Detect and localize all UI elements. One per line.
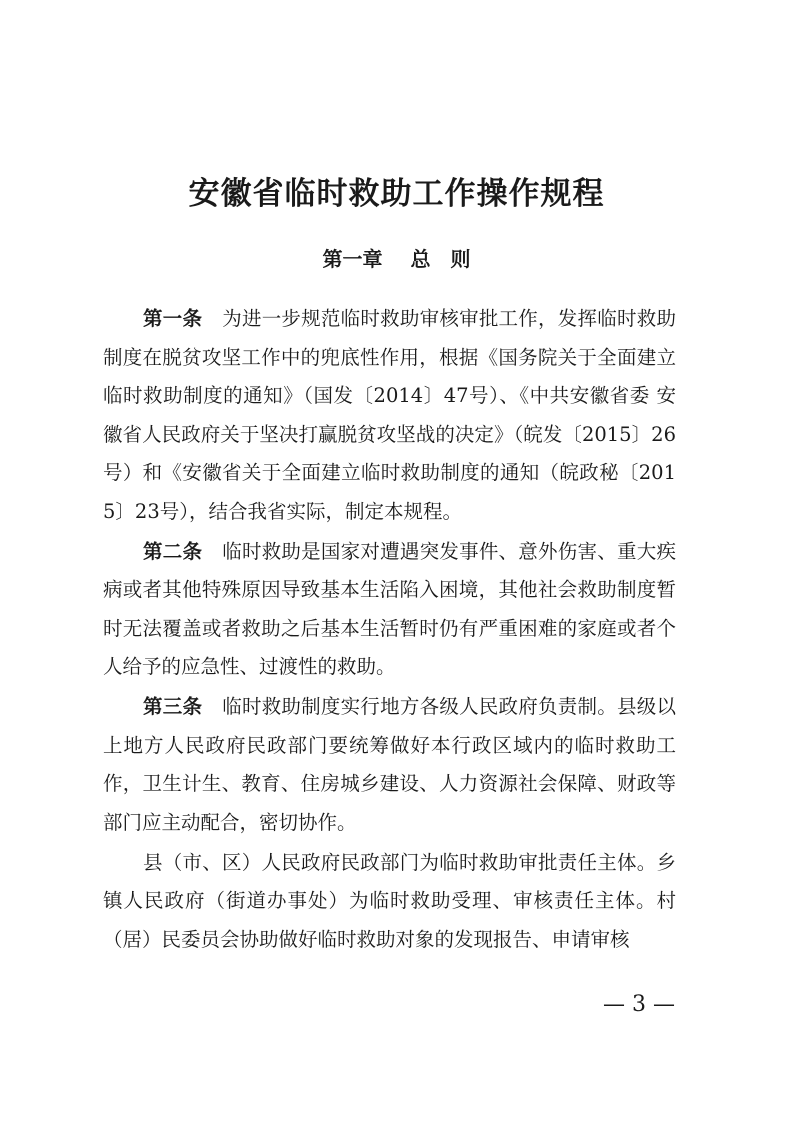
article-text: 为进一步规范临时救助审核审批工作，发挥临时救助制度在脱贫攻坚工作中的兜底性作用，根据《国务院关于全面建立临时救助制度的通知》（国发〔2014〕47号）、《中共安徽省委 安徽省人民政府关于坚决打赢脱贫攻坚战的决定》（皖发〔2015〕26号）和《安徽省关于全面建立临时救助制度的通知（皖政秘〔2015〕23号），结合我省实际，制定本规程。 [103,307,676,523]
article-1 [103,300,676,531]
document-body [103,300,676,959]
chapter-heading [0,243,793,272]
paragraph-text: 县（市、区）人民政府民政部门为临时救助审批责任主体。乡镇人民政府（街道办事处）为临时救助受理、审核责任主体。村（居）民委员会协助做好临时救助对象的发现报告、申请审核 [103,850,676,951]
document-title: 安徽省临时救助工作操作规程 [188,176,605,212]
article-text: 临时救助制度实行地方各级人民政府负责制。县级以上地方人民政府民政部门要统筹做好本行政区域内的临时救助工作，卫生计生、教育、住房城乡建设、人力资源社会保障、财政等部门应主动配合，密切协作。 [103,695,676,834]
article-label: 第二条 [143,539,203,563]
article-text: 临时救助是国家对遭遇突发事件、意外伤害、重大疾病或者其他特殊原因导致基本生活陷入困境，其他社会救助制度暂时无法覆盖或者救助之后基本生活暂时仍有严重困难的家庭或者个人给予的应急性、过渡性的救助。 [103,539,676,678]
page-number: — 3 — [603,992,675,1017]
chapter-name: 总 则 [410,247,471,271]
article-label: 第三条 [143,695,203,718]
article-3-continued [103,844,676,960]
chapter-number: 第一章 [322,247,383,271]
article-2 [103,533,676,687]
article-label: 第一条 [143,307,203,330]
article-3 [103,688,676,842]
